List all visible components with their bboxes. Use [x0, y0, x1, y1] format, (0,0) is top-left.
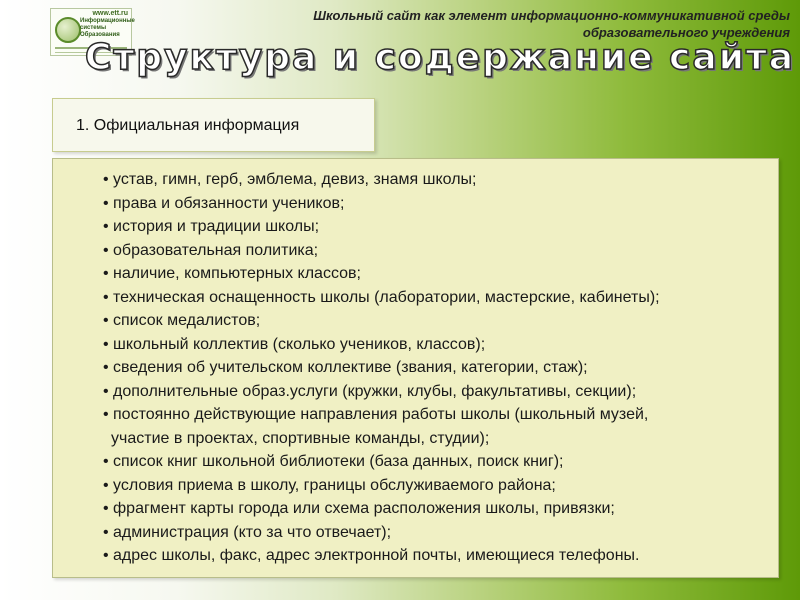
list-item: • история и традиции школы;: [103, 215, 800, 239]
logo-text: Информационные системы Образования: [80, 18, 135, 38]
content-list: [103, 168, 800, 568]
list-item: • техническая оснащенность школы (лаборатории, мастерские, кабинеты);: [103, 286, 800, 310]
list-item: • устав, гимн, герб, эмблема, девиз, знамя школы;: [103, 168, 800, 192]
list-item-continuation: участие в проектах, спортивные команды, студии);: [111, 429, 490, 447]
list-item: • администрация (кто за что отвечает);: [103, 521, 800, 545]
list-item: • дополнительные образ.услуги (кружки, клубы, факультативы, секции);: [103, 380, 800, 404]
list-item: • адрес школы, факс, адрес электронной почты, имеющиеся телефоны.: [103, 544, 800, 568]
section-heading-box: [52, 98, 375, 152]
logo-url: www.ett.ru: [92, 10, 128, 17]
list-item: • условия приема в школу, границы обслуживаемого района;: [103, 474, 800, 498]
list-item: • школьный коллектив (сколько учеников, классов);: [103, 333, 800, 357]
list-item: • права и обязанности учеников;: [103, 192, 800, 216]
list-item: • образовательная политика;: [103, 239, 800, 263]
content-panel: [52, 158, 779, 578]
list-item: • список книг школьной библиотеки (база данных, поиск книг);: [103, 450, 800, 474]
subtitle-line-2: образовательного учреждения: [582, 25, 790, 40]
section-heading: 1. Официальная информация: [76, 117, 300, 134]
presentation-subtitle: [170, 7, 790, 41]
subtitle-line-1: Школьный сайт как элемент информационно-коммуникативной среды: [313, 8, 790, 23]
list-item: • наличие, компьютерных классов;: [103, 262, 800, 286]
list-item: • сведения об учительском коллективе (звания, категории, стаж);: [103, 356, 800, 380]
list-item: • список медалистов;: [103, 309, 800, 333]
slide-title: Структура и содержание сайта: [84, 37, 796, 78]
list-item: • постоянно действующие направления работы школы (школьный музей,: [103, 403, 800, 427]
list-item: • фрагмент карты города или схема расположения школы, привязки;: [103, 497, 800, 521]
